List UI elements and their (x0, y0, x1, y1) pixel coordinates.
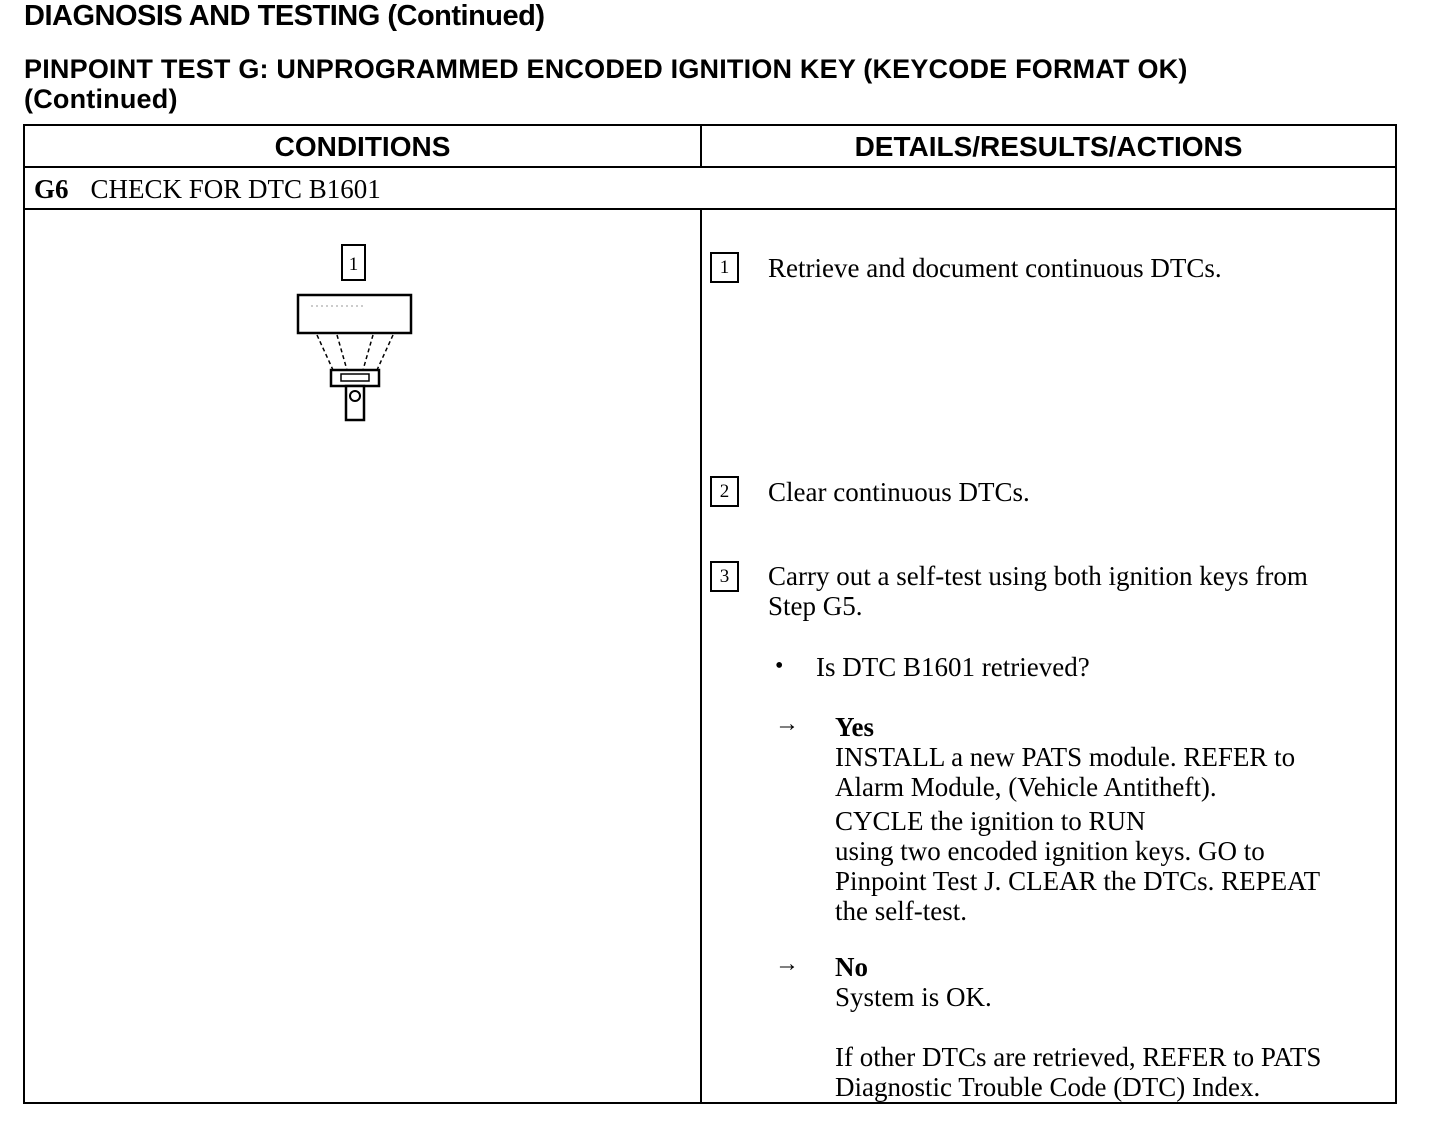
question-text: Is DTC B1601 retrieved? (816, 652, 1090, 682)
arrow-right-icon: → (775, 951, 799, 977)
step-3-text-line-2: Step G5. (768, 591, 863, 621)
yes-branch (835, 712, 1320, 926)
step-1-text: Retrieve and document continuous DTCs. (768, 253, 1222, 283)
yes-action-line-2: Alarm Module, (Vehicle Antitheft). (835, 772, 1217, 802)
step-title: CHECK FOR DTC B1601 (90, 174, 381, 204)
no-extra-line-2: Diagnostic Trouble Code (DTC) Index. (835, 1072, 1261, 1102)
yes-label: Yes (835, 712, 874, 742)
details-column-header: DETAILS/RESULTS/ACTIONS (854, 131, 1243, 162)
step-heading (34, 174, 381, 205)
body-divider (700, 210, 702, 1102)
scan-tool-icon (298, 295, 411, 333)
step-3-text-line-1: Carry out a self-test using both ignition keys from (768, 561, 1308, 591)
step-id: G6 (34, 174, 69, 204)
arrow-right-icon: → (775, 711, 799, 737)
pinpoint-test-table (23, 124, 1397, 1104)
yes-action-line-5: Pinpoint Test J. CLEAR the DTCs. REPEAT (835, 866, 1321, 896)
yes-action-line-1: INSTALL a new PATS module. REFER to (835, 742, 1296, 772)
step-1-badge: 1 (710, 252, 739, 283)
no-branch (835, 952, 1321, 1102)
step-3-badge: 3 (710, 561, 739, 592)
step-3-text (768, 561, 1308, 621)
yes-action-line-3: CYCLE the ignition to RUN (835, 806, 1146, 836)
header-divider (700, 126, 702, 166)
pinpoint-test-title (24, 54, 1188, 114)
test-title-line-1: PINPOINT TEST G: UNPROGRAMMED ENCODED IGNITION KEY (KEYCODE FORMAT OK) (24, 54, 1188, 84)
yes-action-line-6: the self-test. (835, 896, 967, 926)
connector-icon (331, 370, 379, 420)
no-extra-line-1: If other DTCs are retrieved, REFER to PATS (835, 1042, 1322, 1072)
yes-action-line-4: using two encoded ignition keys. GO to (835, 836, 1265, 866)
illustration-step-label: 1 (348, 254, 359, 275)
scan-tool-illustration (293, 244, 417, 424)
header-rule (25, 166, 1395, 168)
step-2-badge: 2 (710, 476, 739, 507)
step-rule (25, 208, 1395, 210)
test-title-line-2: (Continued) (24, 84, 178, 114)
conditions-column-header: CONDITIONS (274, 131, 451, 162)
bullet-icon: • (775, 653, 784, 679)
page-title: DIAGNOSIS AND TESTING (Continued) (24, 0, 545, 32)
no-label: No (835, 952, 868, 982)
no-result-line: System is OK. (835, 982, 992, 1012)
step-2-text: Clear continuous DTCs. (768, 477, 1030, 507)
